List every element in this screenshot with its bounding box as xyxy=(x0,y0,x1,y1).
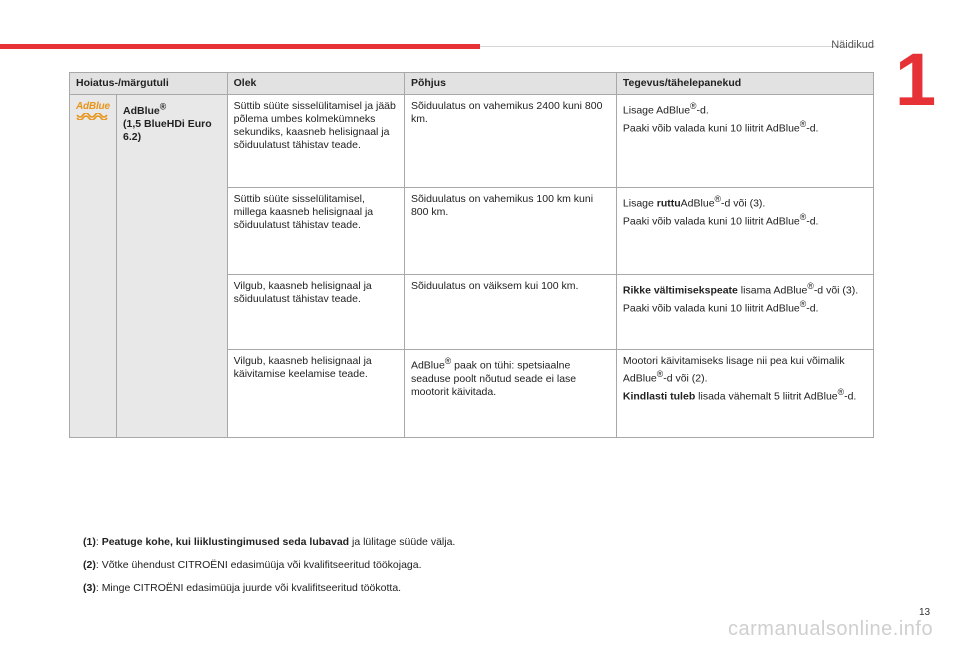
warning-lights-table xyxy=(69,72,874,438)
header-rule xyxy=(480,46,875,47)
registered-mark: ® xyxy=(444,356,452,366)
action-cell xyxy=(616,188,873,275)
cause-cell: Sõiduulatus on vahemikus 2400 kuni 800 km. xyxy=(404,95,616,188)
footnote: (2): Võtke ühendust CITROËNI edasimüüja või kvalifitseeritud töökojaga. xyxy=(83,559,422,571)
cause-text: paak on tühi: spetsiaalne seaduse poolt nõutud seade ei lase mootorit käivitada. xyxy=(410,359,577,398)
cause-text: AdBlue xyxy=(410,359,445,372)
action-text: lisama AdBlue xyxy=(737,284,808,297)
action-text: Lisage AdBlue xyxy=(622,104,691,117)
registered-mark: ® xyxy=(799,298,807,309)
cause-cell: Sõiduulatus on vahemikus 100 km kuni 800 km. xyxy=(404,188,616,275)
footnote-ref: (2) xyxy=(83,559,96,571)
state-cell: Vilgub, kaasneb helisignaal ja käivitamise keelamise teade. xyxy=(227,350,404,438)
section-title: Näidikud xyxy=(831,39,874,51)
table-row xyxy=(70,95,874,188)
registered-mark: ® xyxy=(837,386,845,397)
column-header: Põhjus xyxy=(404,73,616,95)
column-header: Hoiatus-/märgutuli xyxy=(70,73,228,95)
registered-mark: ® xyxy=(656,369,664,379)
action-text: -d. xyxy=(806,122,819,134)
footnotes xyxy=(83,536,455,605)
footnote: (3): Minge CITROËNI edasimüüja juurde või kvalifitseeritud töökotta. xyxy=(83,582,402,594)
column-header: Olek xyxy=(227,73,404,95)
action-text: Paaki võib valada kuni 10 liitrit AdBlue xyxy=(622,122,800,134)
state-cell: Süttib süüte sisselülitamisel, millega kaasneb helisignaal ja sõiduulatust tähistav teade. xyxy=(227,188,404,275)
action-text: lisada vähemalt 5 liitrit AdBlue xyxy=(695,390,838,402)
action-text: -d. xyxy=(696,104,709,117)
action-cell xyxy=(616,350,873,438)
action-emphasis: Rikke vältimisekspeate xyxy=(622,284,738,297)
action-cell xyxy=(616,95,873,188)
registered-mark: ® xyxy=(799,118,807,129)
action-text: -d või (3). xyxy=(813,284,859,297)
registered-mark: ® xyxy=(714,194,721,204)
adblue-icon: AdBlue xyxy=(76,101,110,112)
state-cell: Vilgub, kaasneb helisignaal ja sõiduulatust tähistav teade. xyxy=(227,275,404,350)
watermark: carmanualsonline.info xyxy=(728,618,934,640)
footnote-ref: (1) xyxy=(83,536,96,548)
action-text: -d. xyxy=(806,302,819,314)
column-header: Tegevus/tähelepanekud xyxy=(616,73,873,95)
state-cell: Süttib süüte sisselülitamisel ja jääb põlema umbes kolmekümneks sekundiks, kaasneb helisignaal ja sõiduulatust tähistav teade. xyxy=(227,95,404,188)
registered-mark: ® xyxy=(807,281,814,291)
chapter-number: 1 xyxy=(895,38,937,121)
footnote-text: Võtke ühendust CITROËNI edasimüüja või kvalifitseeritud töökojaga. xyxy=(101,559,422,571)
footnote-emphasis: Peatuge kohe, kui liiklustingimused seda lubavad xyxy=(101,536,350,548)
action-emphasis: ruttu xyxy=(656,197,681,210)
footnote-ref: (3) xyxy=(83,582,96,594)
action-text: -d. xyxy=(844,390,857,402)
header-red-bar xyxy=(0,44,480,49)
registered-mark: ® xyxy=(799,211,807,222)
action-text: Paaki võib valada kuni 10 liitrit AdBlue xyxy=(622,302,800,314)
registered-mark: ® xyxy=(159,101,167,111)
action-emphasis: Kindlasti tuleb xyxy=(622,390,696,402)
registered-mark: ® xyxy=(690,101,697,111)
action-text: -d või (2). xyxy=(663,372,708,385)
adblue-wave-icon xyxy=(76,113,110,120)
indicator-name-main: AdBlue xyxy=(123,104,160,117)
cause-cell: Sõiduulatus on väiksem kui 100 km. xyxy=(404,275,616,350)
page-number: 13 xyxy=(919,607,931,618)
footnote-text: Minge CITROËNI edasimüüja juurde või kvalifitseeritud töökotta. xyxy=(101,582,402,594)
action-text: Lisage xyxy=(622,197,657,210)
action-text: Mootori käivitamiseks lisage nii pea kui võimalik AdBlue xyxy=(622,355,845,385)
cause-cell xyxy=(404,350,616,438)
indicator-name-sub: (1,5 BlueHDi Euro 6.2) xyxy=(123,117,212,143)
footnote: (1): Peatuge kohe, kui liiklustingimused seda lubavad ja lülitage süüde välja. xyxy=(83,536,456,548)
adblue-icon-cell xyxy=(70,95,117,438)
table-header-row xyxy=(70,73,874,95)
indicator-name xyxy=(117,95,228,438)
footnote-text: ja lülitage süüde välja. xyxy=(349,536,456,548)
action-text: -d. xyxy=(806,215,819,227)
action-text: AdBlue xyxy=(680,197,715,210)
action-cell xyxy=(616,275,873,350)
action-text: -d või (3). xyxy=(720,197,766,210)
action-text: Paaki võib valada kuni 10 liitrit AdBlue xyxy=(622,215,800,227)
